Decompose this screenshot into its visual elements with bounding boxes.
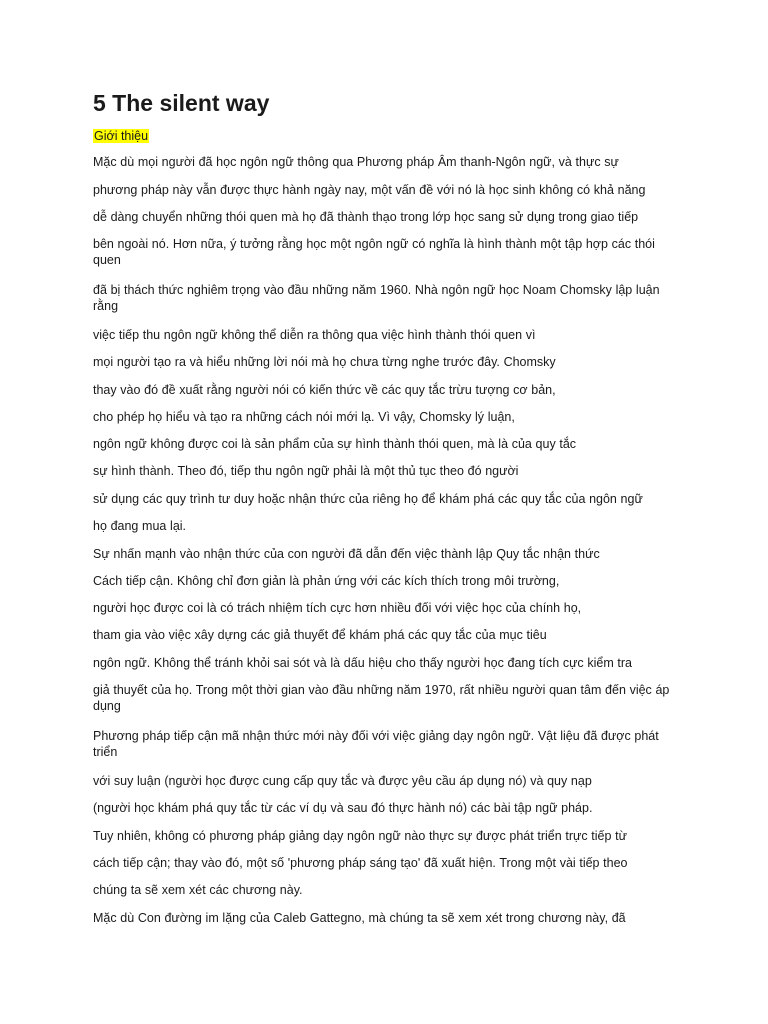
highlighted-section-label: Giới thiệu [94, 129, 149, 143]
text-line: sự hình thành. Theo đó, tiếp thu ngôn ngữ phải là một thủ tục theo đó người [93, 464, 519, 478]
text-line: sử dụng các quy trình tư duy hoặc nhận thức của riêng họ để khám phá các quy tắc của ngôn ngữ [93, 492, 643, 506]
text-line: dễ dàng chuyển những thói quen mà họ đã thành thạo trong lớp học sang sử dụng trong giao tiếp [93, 210, 639, 224]
text-line: ngôn ngữ không được coi là sản phẩm của sự hình thành thói quen, mà là của quy tắc [93, 437, 577, 451]
text-line: (người học khám phá quy tắc từ các ví dụ và sau đó thực hành nó) các bài tập ngữ pháp. [93, 801, 593, 815]
text-line: đã bị thách thức nghiêm trọng vào đầu những năm 1960. Nhà ngôn ngữ học Noam Chomsky lập luận rằng [93, 283, 660, 313]
text-line: tham gia vào việc xây dựng các giả thuyết để khám phá các quy tắc của mục tiêu [93, 628, 547, 642]
text-line: phương pháp này vẫn được thực hành ngày nay, một vấn đề với nó là học sinh không có khả năng [93, 183, 646, 197]
text-line: Phương pháp tiếp cận mã nhận thức mới này đối với việc giảng dạy ngôn ngữ. Vật liệu đã được phát triển [93, 729, 659, 759]
text-line: Tuy nhiên, không có phương pháp giảng dạy ngôn ngữ nào thực sự được phát triển trực tiếp từ [93, 829, 627, 843]
text-line: cho phép họ hiểu và tạo ra những cách nói mới lạ. Vì vậy, Chomsky lý luận, [93, 410, 515, 424]
section-heading [93, 128, 149, 144]
text-line: với suy luận (người học được cung cấp quy tắc và được yêu cầu áp dụng nó) và quy nạp [93, 774, 592, 788]
text-line: họ đang mua lại. [93, 519, 187, 533]
text-line: thay vào đó đề xuất rằng người nói có kiến thức về các quy tắc trừu tượng cơ bản, [93, 383, 556, 397]
text-line: ngôn ngữ. Không thể tránh khỏi sai sót và là dấu hiệu cho thấy người học đang tích cực kiểm tra [93, 656, 633, 670]
text-line: Mặc dù Con đường im lặng của Caleb Gattegno, mà chúng ta sẽ xem xét trong chương này, đã [93, 911, 626, 925]
text-line: chúng ta sẽ xem xét các chương này. [93, 883, 303, 897]
text-line: giả thuyết của họ. Trong một thời gian vào đầu những năm 1970, rất nhiều người quan tâm đến việc áp dụng [93, 683, 670, 713]
text-line: Mặc dù mọi người đã học ngôn ngữ thông qua Phương pháp Âm thanh-Ngôn ngữ, và thực sự [93, 155, 619, 169]
text-line: Sự nhấn mạnh vào nhận thức của con người đã dẫn đến việc thành lập Quy tắc nhận thức [93, 547, 600, 561]
text-line: Cách tiếp cận. Không chỉ đơn giản là phản ứng với các kích thích trong môi trường, [93, 574, 560, 588]
document-title: 5 The silent way [93, 90, 270, 116]
text-line: bên ngoài nó. Hơn nữa, ý tưởng rằng học một ngôn ngữ có nghĩa là hình thành một tập hợp các thói quen [93, 237, 655, 267]
text-line: mọi người tạo ra và hiểu những lời nói mà họ chưa từng nghe trước đây. Chomsky [93, 355, 556, 369]
text-line: việc tiếp thu ngôn ngữ không thể diễn ra thông qua việc hình thành thói quen vì [93, 328, 536, 342]
text-line: người học được coi là có trách nhiệm tích cực hơn nhiều đối với việc học của chính họ, [93, 601, 582, 615]
text-line: cách tiếp cận; thay vào đó, một số 'phương pháp sáng tạo' đã xuất hiện. Trong một vài tiếp theo [93, 856, 628, 870]
